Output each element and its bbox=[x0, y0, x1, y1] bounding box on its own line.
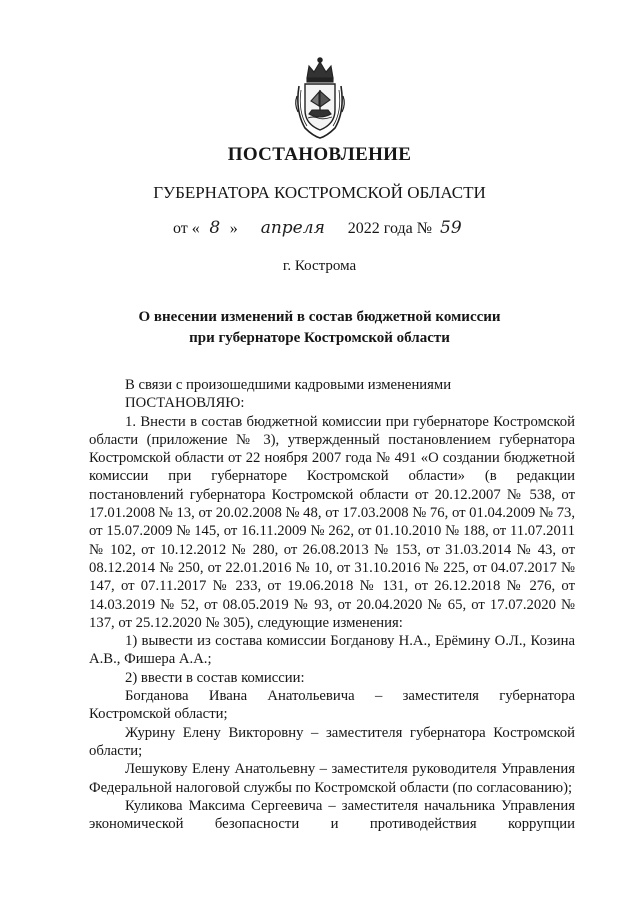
member-paragraph: Богданова Ивана Анатольевича – заместителя губернатора Костромской области; bbox=[89, 688, 575, 723]
date-prefix: от « bbox=[173, 220, 200, 237]
date-line bbox=[0, 218, 639, 238]
issue-city: г. Кострома bbox=[282, 258, 357, 274]
subject-line-2: при губернаторе Костромской области bbox=[189, 330, 450, 346]
sub-item-2-paragraph: 2) ввести в состав комиссии: bbox=[125, 669, 305, 686]
date-year: 2022 года № bbox=[347, 220, 432, 237]
item-1-paragraph: 1. Внести в состав бюджетной комиссии при губернаторе Костромской области (приложение № 3), утвержденный постановлением губернатора Костромской области от 22 ноября 2007 года № 491 «О создании бюджетной комиссии при губернаторе Костромской области» (в редакции постановлений губернатора Костромской области от 20.12.2007 № 538, от 17.01.2008 № 13, от 20.02.2008 № 48, от 17.03.2008 № 76, от 01.04.2009 № 73, от 15.07.2009 № 145, от 16.11.2009 № 262, от 01.10.2010 № 188, от 11.07.2011 № 102, от 10.12.2012 № 280, от 26.08.2013 № 153, от 31.03.2014 № 43, от 08.12.2014 № 250, от 22.01.2016 № 10, от 31.10.2016 № 225, от 04.07.2017 № 147, от 07.11.2017 № 233, от 19.06.2018 № 131, от 26.12.2018 № 276, от 14.03.2019 № 52, от 08.05.2019 № 93, от 20.04.2020 № 65, от 17.07.2020 № 137, от 25.12.2020 № 305), следующие изменения: bbox=[89, 413, 575, 631]
decree-word: ПОСТАНОВЛЯЮ: bbox=[125, 395, 245, 412]
document-title: ПОСТАНОВЛЕНИЕ bbox=[227, 144, 412, 165]
coat-of-arms-icon bbox=[293, 56, 347, 140]
subject-line-1: О внесении изменений в состав бюджетной комиссии bbox=[138, 309, 501, 325]
date-day: 8 bbox=[209, 218, 221, 238]
sub-item-1-paragraph: 1) вывести из состава комиссии Богданову Н.А., Ерёмину О.Л., Козина А.В., Фишера А.А.; bbox=[89, 633, 575, 668]
document-number: 59 bbox=[440, 218, 462, 238]
member-paragraph: Куликова Максима Сергеевича – заместителя начальника Управления экономической безопасности и противодействия коррупции bbox=[89, 797, 575, 833]
document-body bbox=[89, 376, 575, 833]
member-paragraph: Лешукову Елену Анатольевну – заместителя руководителя Управления Федеральной налоговой службы по Костромской области (по согласованию); bbox=[89, 761, 575, 796]
member-paragraph: Журину Елену Викторовну – заместителя губернатора Костромской области; bbox=[89, 724, 575, 759]
document-issuer: ГУБЕРНАТОРА КОСТРОМСКОЙ ОБЛАСТИ bbox=[153, 183, 486, 202]
date-close-quote: » bbox=[229, 220, 238, 237]
date-month: апреля bbox=[260, 218, 325, 238]
document-subject bbox=[0, 307, 639, 349]
intro-paragraph: В связи с произошедшими кадровыми изменениями bbox=[125, 377, 452, 393]
